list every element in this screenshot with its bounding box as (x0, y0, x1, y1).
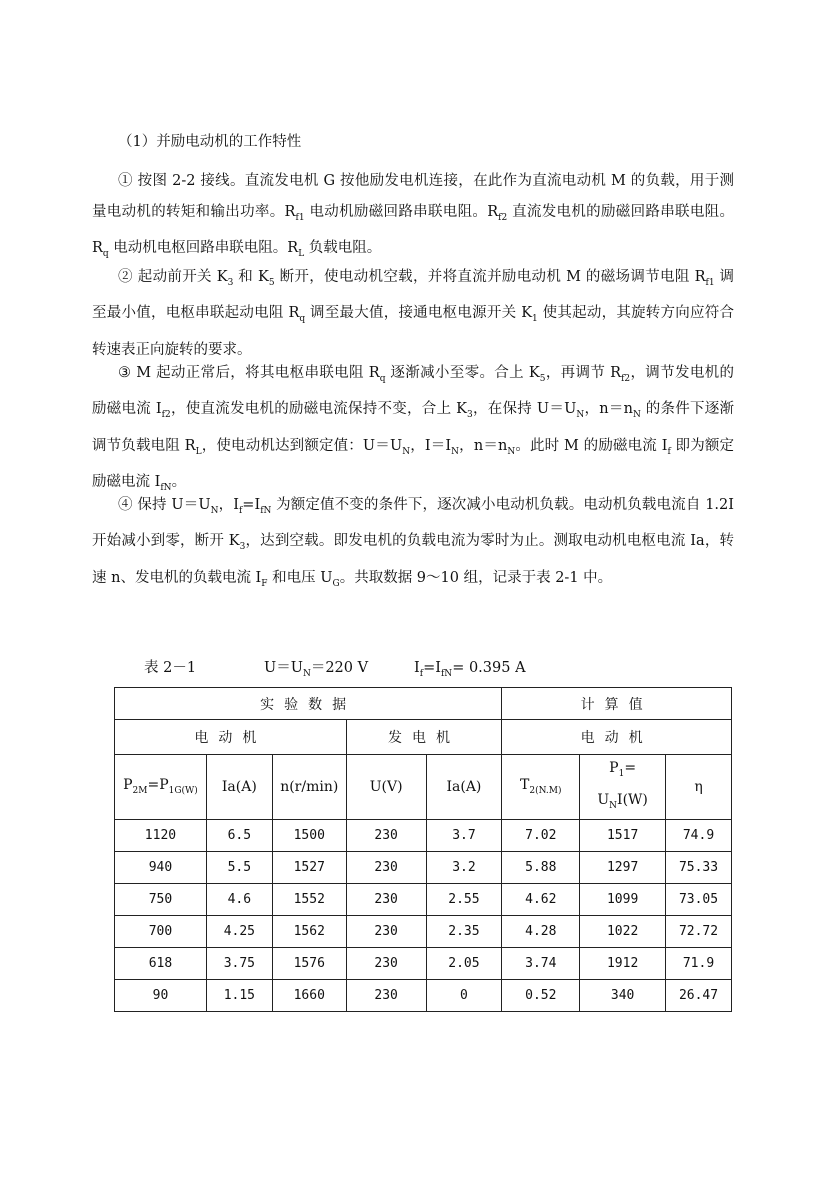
table-cell: 1.15 (206, 979, 272, 1011)
table-cell: 618 (115, 947, 207, 979)
sub-motor-calc: 电动机 (502, 720, 732, 755)
table-cell: 230 (346, 883, 426, 915)
table-cell: 230 (346, 819, 426, 851)
table-cell: 1562 (272, 915, 346, 947)
table-cell: 3.2 (426, 851, 502, 883)
table-cell: 90 (115, 979, 207, 1011)
table-cell: 230 (346, 979, 426, 1011)
caption-label: 表 2－1 (144, 660, 197, 676)
col-header: $T_{2(N.M)}$ (502, 755, 580, 820)
table-cell: 1022 (580, 915, 666, 947)
paragraph-1: ① 按图 2-2 接线。直流发电机 G 按他励发电机连接，在此作为直流电动机 M 的负载，用于测量电动机的转矩和输出功率。$R_{f1}$ 电动机励磁回路串联电阻。$R_{f2}$ 直流发电机的励磁回路串联电阻。$R_q$ 电动机电枢回路串联电阻。$R_L$ 负载电阻。 (92, 173, 734, 259)
table-cell: 2.35 (426, 915, 502, 947)
data-table (114, 687, 732, 1012)
table-caption (144, 656, 526, 679)
table-cell: 4.25 (206, 915, 272, 947)
table-cell: 5.88 (502, 851, 580, 883)
table-cell: 1297 (580, 851, 666, 883)
paragraph-3: ③ M 起动正常后，将其电枢串联电阻 $R_q$ 逐渐减小至零。合上 $K_5$，再调节 $R_{f2}$，调节发电机的励磁电流 $I_{f2}$，使直流发电机的励磁电流保持不变，合上 $K_3$，在保持 $U=U_N$，$n=n_N$ 的条件下逐渐调节负载电阻 $R_L$，使电动机达到额定值：$U=U_N$，$I=I_N$，$n=n_N$。此时 M 的励磁电流 $I_f$ 即为额定励磁电流 $I_{fN}$。 (92, 365, 735, 494)
table-cell: 2.55 (426, 883, 502, 915)
table-cell: 1576 (272, 947, 346, 979)
table-cell: 75.33 (666, 851, 732, 883)
table-cell: 72.72 (666, 915, 732, 947)
table-cell: 4.62 (502, 883, 580, 915)
table-cell: 700 (115, 915, 207, 947)
table-cell: 940 (115, 851, 207, 883)
table-cell: 7.02 (502, 819, 580, 851)
table-cell: 340 (580, 979, 666, 1011)
table-row (115, 947, 732, 979)
table-cell: 5.5 (206, 851, 272, 883)
paragraph-2: ② 起动前开关 $K_3$ 和 $K_5$ 断开，使电动机空载，并将直流并励电动机 M 的磁场调节电阻 $R_{f1}$ 调至最小值，电枢串联起动电阻 $R_q$ 调至最大值，接通电枢电源开关 $K_1$ 使其起动，其旋转方向应符合转速表正向旋转的要求。 (92, 269, 735, 358)
table-cell: 0 (426, 979, 502, 1011)
table-cell: 71.9 (666, 947, 732, 979)
sub-motor: 电动机 (115, 720, 347, 755)
table-cell: 1500 (272, 819, 346, 851)
col-header: U(V) (346, 755, 426, 820)
table-cell: 1527 (272, 851, 346, 883)
col-header: n(r/min) (272, 755, 346, 820)
table-cell: 1099 (580, 883, 666, 915)
table-cell: 4.6 (206, 883, 272, 915)
col-header: Ia(A) (206, 755, 272, 820)
table-cell: 3.74 (502, 947, 580, 979)
table-cell: 230 (346, 915, 426, 947)
section-heading: （1）并励电动机的工作特性 (118, 134, 302, 150)
table-cell: 1660 (272, 979, 346, 1011)
table-cell: 230 (346, 851, 426, 883)
group-calculated: 计算值 (502, 688, 732, 720)
table-cell: 2.05 (426, 947, 502, 979)
sub-generator: 发电机 (346, 720, 502, 755)
table-cell: 0.52 (502, 979, 580, 1011)
group-experimental: 实验数据 (115, 688, 502, 720)
caption-voltage: $U=U_N=220$ V (264, 660, 369, 679)
col-header: Ia(A) (426, 755, 502, 820)
table-row (115, 819, 732, 851)
col-header: η (666, 755, 732, 820)
table-cell: 74.9 (666, 819, 732, 851)
table-row (115, 883, 732, 915)
table-cell: 3.7 (426, 819, 502, 851)
table-row (115, 915, 732, 947)
table-cell: 3.75 (206, 947, 272, 979)
table-cell: 26.47 (666, 979, 732, 1011)
table-cell: 1120 (115, 819, 207, 851)
table-row (115, 979, 732, 1011)
table-cell: 1912 (580, 947, 666, 979)
table-cell: 4.28 (502, 915, 580, 947)
table-cell: 73.05 (666, 883, 732, 915)
col-header: $P_{2M}=P_{1G(W)}$ (115, 755, 207, 820)
table-cell: 230 (346, 947, 426, 979)
caption-current: $I_f=I_{fN}= 0.395$ A (414, 660, 526, 679)
table-cell: 6.5 (206, 819, 272, 851)
table-cell: 750 (115, 883, 207, 915)
table-row (115, 851, 732, 883)
table-cell: 1552 (272, 883, 346, 915)
col-header: $P_1=$ $U_NI(W)$ (580, 755, 666, 820)
paragraph-4: ④ 保持 $U=U_N$，$I_f=I_{fN}$ 为额定值不变的条件下，逐次减小电动机负载。电动机负载电流自 1.2I 开始减小到零，断开 $K_3$，达到空载。即发电机的负载电流为零时为止。测取电动机电枢电流 Ia，转速 n、发电机的负载电流 $I_F$ 和电压 $U_G$。共取数据 9～10 组，记录于表 2-1 中。 (92, 497, 734, 589)
table-cell: 1517 (580, 819, 666, 851)
